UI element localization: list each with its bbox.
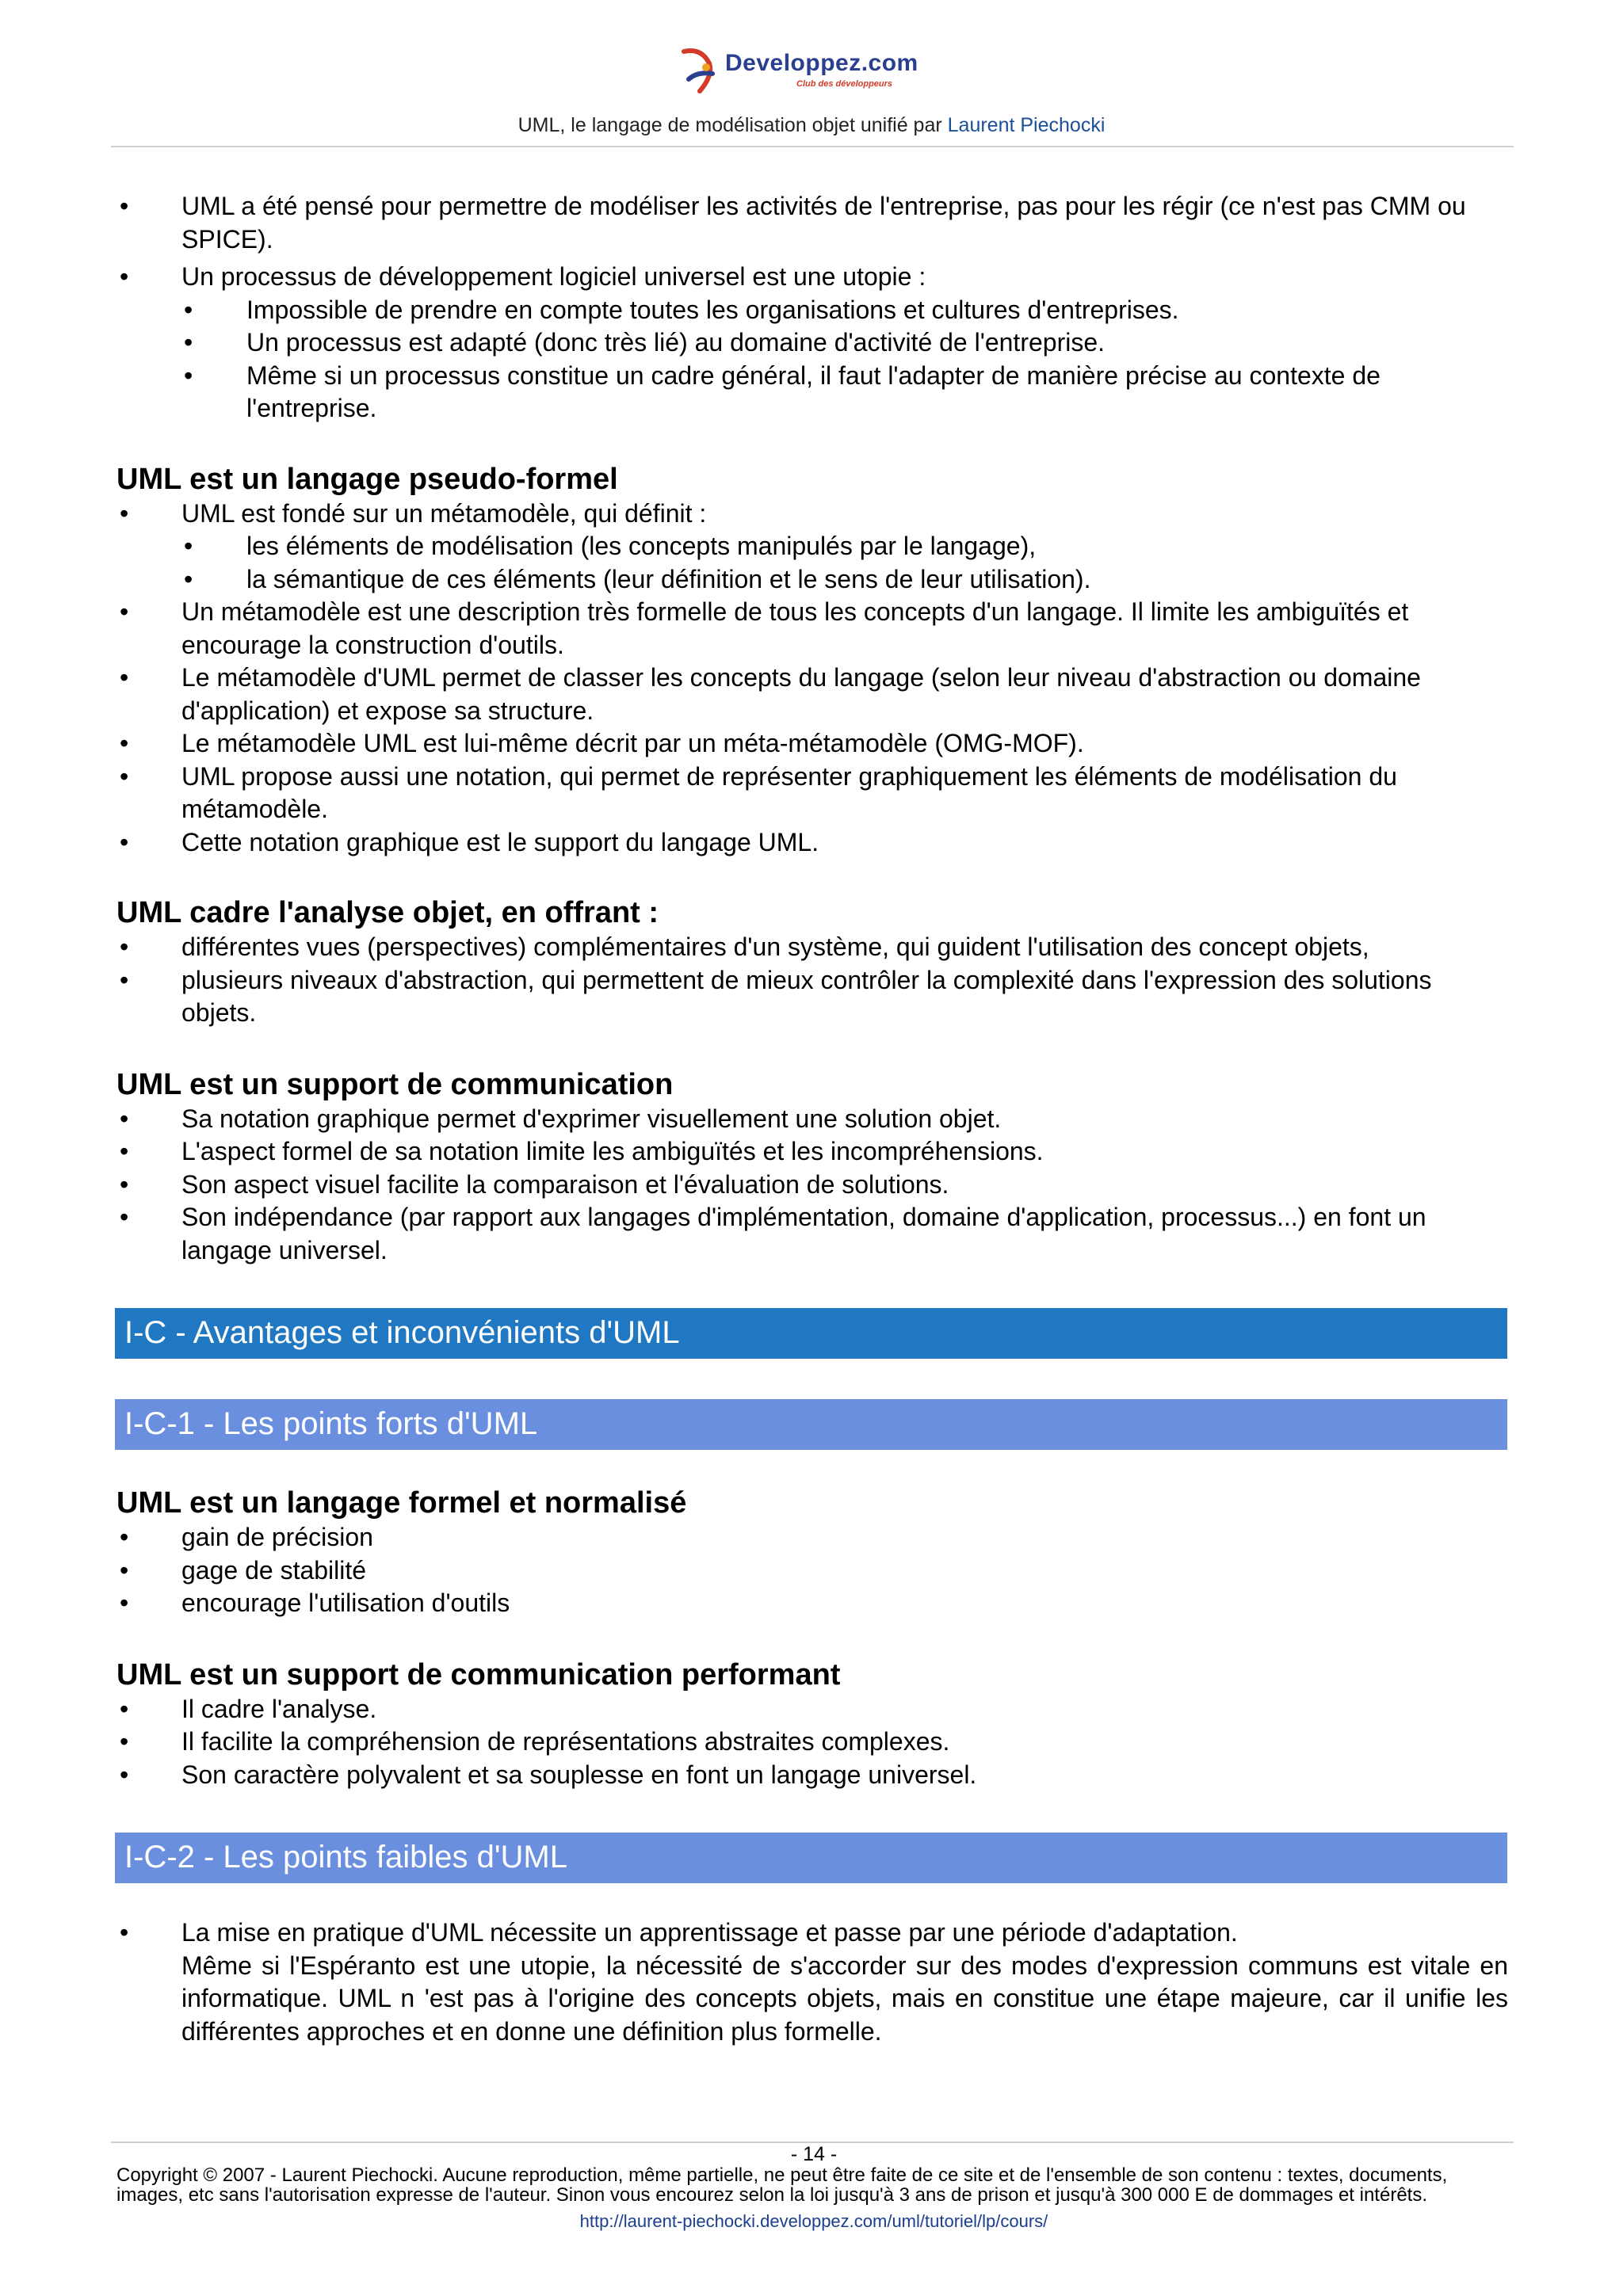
list-item: • Il facilite la compréhension de représentations abstraites complexes. bbox=[116, 1726, 1508, 1759]
paragraph-text: Même si l'Espéranto est une utopie, la nécessité de s'accorder sur des modes d'expression communs est vitale en informatique. UML n 'est pas à l'origine des concepts objets, mais en constitue une étape majeure, car il unifie les différentes approches et en donne une définition plus formelle. bbox=[181, 1951, 1508, 2046]
list-item: • gain de précision bbox=[116, 1521, 1508, 1554]
list-item: • Un métamodèle est une description très formelle de tous les concepts d'un langage. Il limite les ambiguïtés et encourage la construction d'outils. bbox=[116, 596, 1508, 662]
list-item: • Le métamodèle UML est lui-même décrit par un méta-métamodèle (OMG-MOF). bbox=[116, 727, 1508, 761]
sub-list-item: • Un processus est adapté (donc très lié) au domaine d'activité de l'entreprise. bbox=[116, 326, 1508, 360]
header-title-text: UML, le langage de modélisation objet unifié par bbox=[517, 114, 948, 136]
site-logo[interactable] bbox=[678, 44, 947, 99]
header-divider bbox=[111, 146, 1514, 147]
section-heading: UML est un support de communication performant bbox=[116, 1657, 841, 1691]
list-item: • Son aspect visuel facilite la comparaison et l'évaluation de solutions. bbox=[116, 1169, 1508, 1202]
section-band-ic: I-C - Avantages et inconvénients d'UML bbox=[115, 1308, 1507, 1359]
list-item: • plusieurs niveaux d'abstraction, qui permettent de mieux contrôler la complexité dans l'expression des solutions objets. bbox=[116, 964, 1508, 1030]
header-author-link[interactable]: Laurent Piechocki bbox=[947, 114, 1106, 136]
list-item: • encourage l'utilisation d'outils bbox=[116, 1587, 1508, 1620]
logo-text: Developpez.com bbox=[725, 50, 918, 76]
list-item: • Un processus de développement logiciel universel est une utopie : bbox=[116, 261, 1508, 294]
section-heading: UML est un langage formel et normalisé bbox=[116, 1486, 687, 1520]
sub-list-item: • la sémantique de ces éléments (leur définition et le sens de leur utilisation). bbox=[116, 563, 1508, 597]
section-band-ic2: I-C-2 - Les points faibles d'UML bbox=[115, 1833, 1507, 1883]
copyright-notice: Copyright © 2007 - Laurent Piechocki. Aucune reproduction, même partielle, ne peut être faite de ce site et de l'ensemble de son contenu : textes, documents, images, etc sans l'autorisation expresse de l'auteur. Sinon vous encourez selon la loi jusqu'à 3 ans de prison et jusqu'à 300 000 E de dommages et intérêts. bbox=[116, 2164, 1448, 2206]
list-item bbox=[116, 1917, 1508, 2048]
list-item: • Son indépendance (par rapport aux langages d'implémentation, domaine d'application, processus...) en font un langage universel. bbox=[116, 1201, 1508, 1267]
main-content bbox=[116, 190, 1508, 2048]
list-item: • UML propose aussi une notation, qui permet de représenter graphiquement les éléments de modélisation du métamodèle. bbox=[116, 761, 1508, 826]
list-item: • Le métamodèle d'UML permet de classer les concepts du langage (selon leur niveau d'abstraction ou domaine d'application) et expose sa structure. bbox=[116, 662, 1508, 727]
logo-swoosh-icon bbox=[678, 44, 725, 99]
section-heading: UML est un support de communication bbox=[116, 1067, 674, 1101]
section-heading: UML cadre l'analyse objet, en offrant : bbox=[116, 896, 659, 929]
paragraph-line: • La mise en pratique d'UML nécessite un apprentissage et passe par une période d'adaptation. bbox=[181, 1918, 1238, 1947]
list-item: • Cette notation graphique est le support du langage UML. bbox=[116, 826, 1508, 860]
list-item: • Il cadre l'analyse. bbox=[116, 1693, 1508, 1726]
list-item: • UML est fondé sur un métamodèle, qui définit : bbox=[116, 498, 1508, 531]
sub-list-item: • Impossible de prendre en compte toutes les organisations et cultures d'entreprises. bbox=[116, 294, 1508, 327]
list-item: • UML a été pensé pour permettre de modéliser les activités de l'entreprise, pas pour les régir (ce n'est pas CMM ou SPICE). bbox=[116, 190, 1508, 256]
list-item: • gage de stabilité bbox=[116, 1554, 1508, 1588]
sub-list-item: • les éléments de modélisation (les concepts manipulés par le langage), bbox=[116, 530, 1508, 563]
section-heading: UML est un langage pseudo-formel bbox=[116, 462, 618, 496]
footer-url-link[interactable]: http://laurent-piechocki.developpez.com/uml/tutoriel/lp/cours/ bbox=[579, 2211, 1048, 2231]
sub-list-item: • Même si un processus constitue un cadre général, il faut l'adapter de manière précise au contexte de l'entreprise. bbox=[116, 360, 1508, 425]
page-number: - 14 - bbox=[790, 2143, 838, 2165]
page-header-title bbox=[0, 114, 1623, 137]
list-item: • L'aspect formel de sa notation limite les ambiguïtés et les incompréhensions. bbox=[116, 1135, 1508, 1169]
logo-subtitle: Club des développeurs bbox=[796, 79, 893, 89]
list-item: • Sa notation graphique permet d'exprimer visuellement une solution objet. bbox=[116, 1103, 1508, 1136]
list-item: • différentes vues (perspectives) complémentaires d'un système, qui guident l'utilisation des concept objets, bbox=[116, 931, 1508, 964]
page-footer bbox=[116, 2143, 1511, 2232]
list-item: • Son caractère polyvalent et sa souplesse en font un langage universel. bbox=[116, 1759, 1508, 1792]
section-band-ic1: I-C-1 - Les points forts d'UML bbox=[115, 1399, 1507, 1450]
